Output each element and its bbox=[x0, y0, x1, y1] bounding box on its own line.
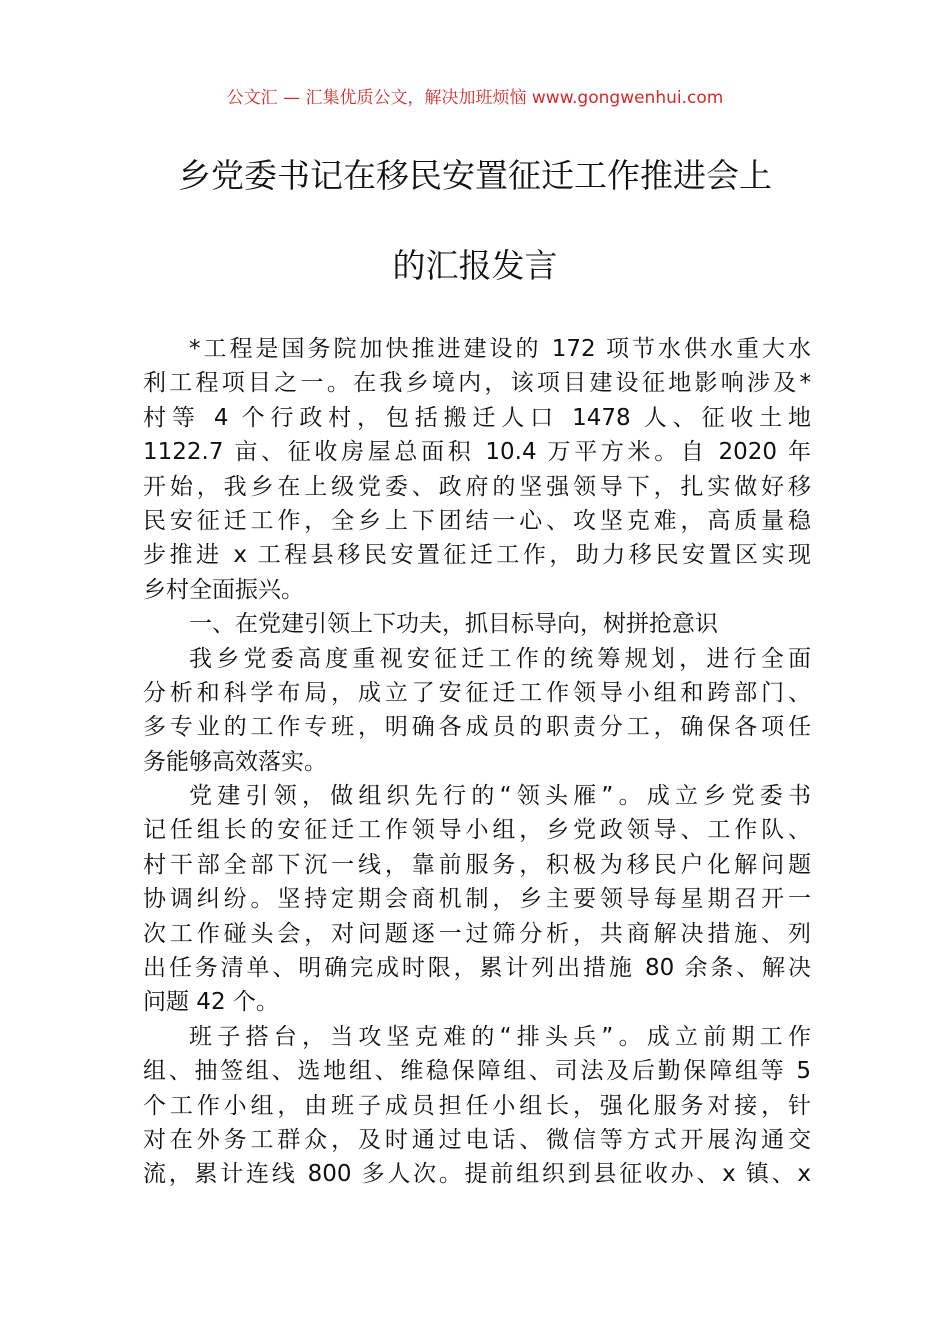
paragraph-line: 次工作碰头会，对问题逐一过筛分析，共商解决措施、列 bbox=[143, 920, 811, 947]
paragraph-line: 村干部全部下沉一线，靠前服务，积极为移民户化解问题 bbox=[143, 851, 811, 878]
paragraph-line: 班子搭台，当攻坚克难的“排头兵”。成立前期工作 bbox=[189, 1023, 811, 1050]
paragraph-line: 利工程项目之一。在我乡境内，该项目建设征地影响涉及* bbox=[143, 370, 811, 397]
paragraph-line: 问题 42 个。 bbox=[143, 989, 279, 1016]
document-title bbox=[0, 154, 950, 288]
paragraph-line: 民安征迁工作，全乡上下团结一心、攻坚克难，高质量稳 bbox=[143, 507, 811, 534]
title-line-2: 的汇报发言 bbox=[392, 246, 558, 285]
paragraph-line: 个工作小组，由班子成员担任小组长，强化服务对接，针 bbox=[143, 1092, 811, 1119]
paragraph-line: 村等 4 个行政村，包括搬迁人口 1478 人、征收土地 bbox=[143, 404, 811, 431]
paragraph-line: 协调纠纷。坚持定期会商机制，乡主要领导每星期召开一 bbox=[143, 886, 811, 913]
paragraph-line: 开始，我乡在上级党委、政府的坚强领导下，扎实做好移 bbox=[143, 473, 811, 500]
paragraph-line: 乡村全面振兴。 bbox=[143, 576, 304, 603]
paragraph-line: 组、抽签组、选地组、维稳保障组、司法及后勤保障组等 5 bbox=[143, 1058, 811, 1085]
paragraph-line: 多专业的工作专班，明确各成员的职责分工，确保各项任 bbox=[143, 714, 811, 741]
paragraph-line: 步推进 x 工程县移民安置征迁工作，助力移民安置区实现 bbox=[143, 542, 811, 569]
document-body bbox=[143, 332, 811, 1192]
title-line-1: 乡党委书记在移民安置征迁工作推进会上 bbox=[178, 156, 772, 195]
paragraph-line: 务能够高效落实。 bbox=[143, 748, 327, 775]
section-heading: 一、在党建引领上下功夫，抓目标导向，树拼抢意识 bbox=[189, 611, 718, 638]
paragraph-line: 流，累计连线 800 多人次。提前组织到县征收办、x 镇、x bbox=[143, 1161, 811, 1188]
paragraph-line: 记任组长的安征迁工作领导小组，乡党政领导、工作队、 bbox=[143, 817, 811, 844]
paragraph-line: 我乡党委高度重视安征迁工作的统筹规划，进行全面 bbox=[189, 645, 811, 672]
header-banner: 公文汇 — 汇集优质公文，解决加班烦恼 www.gongwenhui.com bbox=[226, 88, 724, 108]
paragraph-line: 出任务清单、明确完成时限，累计列出措施 80 余条、解决 bbox=[143, 955, 811, 982]
paragraph-line: *工程是国务院加快推进建设的 172 项节水供水重大水 bbox=[189, 336, 811, 362]
paragraph-line: 党建引领，做组织先行的“领头雁”。成立乡党委书 bbox=[189, 783, 811, 810]
paragraph-line: 对在外务工群众，及时通过电话、微信等方式开展沟通交 bbox=[143, 1126, 811, 1153]
paragraph-line: 1122.7 亩、征收房屋总面积 10.4 万平方米。自 2020 年 bbox=[143, 439, 811, 466]
paragraph-line: 分析和科学布局，成立了安征迁工作领导小组和跨部门、 bbox=[143, 679, 811, 706]
